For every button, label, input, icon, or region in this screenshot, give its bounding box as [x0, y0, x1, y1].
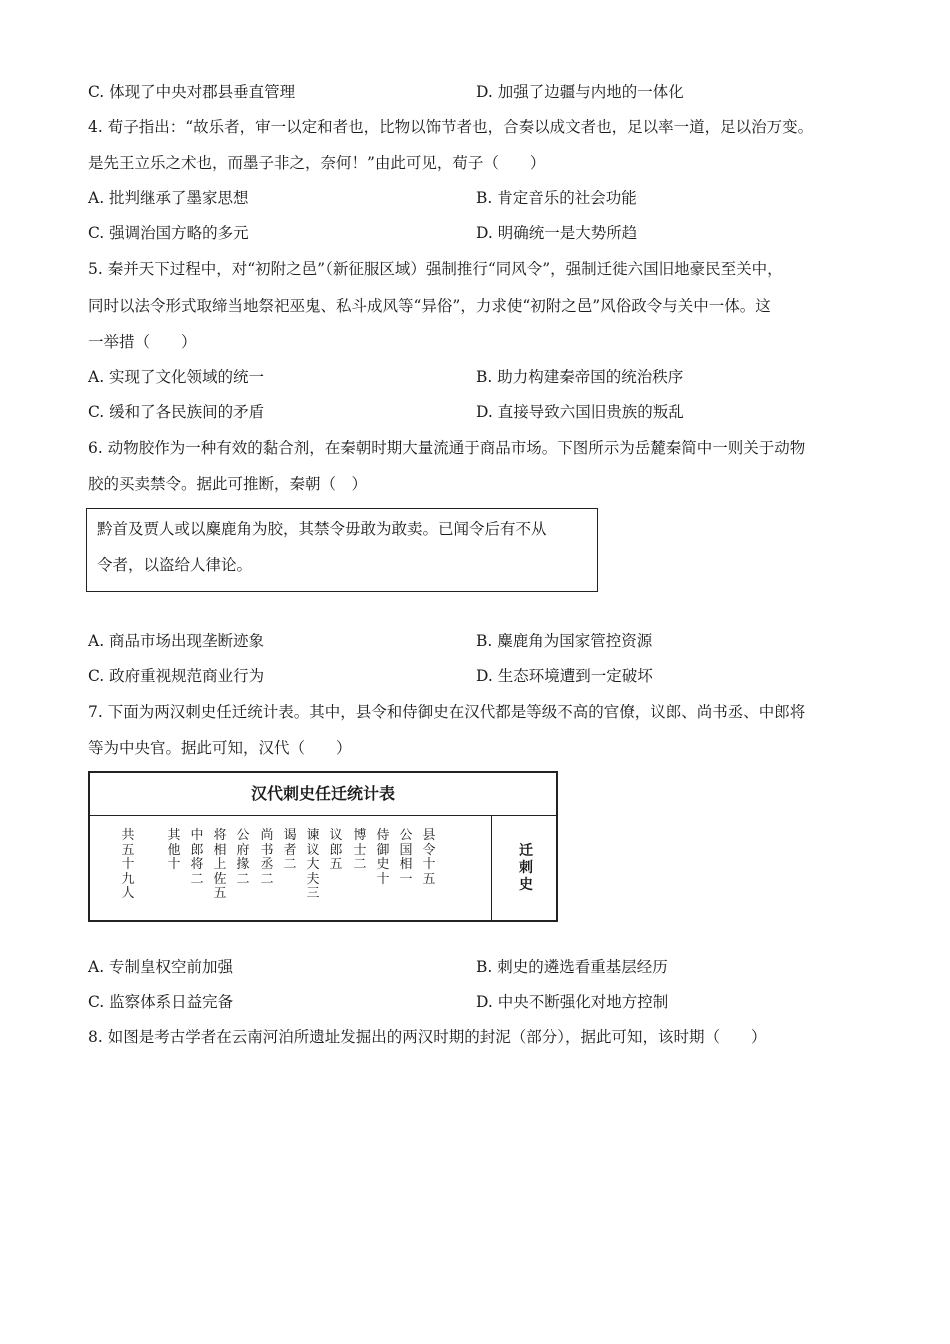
q6-option-c: C. 政府重视规范商业行为 [88, 667, 265, 685]
q7-stem-line2: 等为中央官。据此可知，汉代（ ） [88, 739, 352, 757]
q6-stem-line1: 6. 动物胶作为一种有效的黏合剂，在秦朝时期大量流通于商品市场。下图所示为岳麓秦简中一则关于动物 [88, 439, 806, 457]
q6-quote-box [86, 508, 598, 592]
q7-table-col-7: 谏议大夫三 [306, 828, 320, 902]
q6-quote-line2: 令者，以盗给人律论。 [97, 556, 253, 574]
q7-table-col-0: 共五十九人 [121, 828, 135, 902]
q7-table-col-10: 侍御史十 [376, 828, 390, 887]
q7-table-col-12: 县令十五 [422, 828, 436, 887]
q7-stem-line1: 7. 下面为两汉刺史任迁统计表。其中，县令和侍御史在汉代都是等级不高的官僚，议郎、尚书丞、中郎将 [88, 703, 806, 721]
q7-table-row-label: 迁刺史 [519, 843, 533, 893]
q6-option-d: D. 生态环境遭到一定破坏 [476, 667, 653, 685]
q7-table-col-1: 其他十 [167, 828, 181, 873]
q7-table-divider [491, 815, 492, 920]
q7-table-col-6: 谒者二 [283, 828, 297, 873]
q6-quote-line1: 黔首及贾人或以麋鹿角为胶，其禁令毋敢为敢卖。已闻令后有不从 [97, 520, 547, 538]
q6-option-a: A. 商品市场出现垄断迹象 [88, 632, 265, 650]
q3-option-d: D. 加强了边疆与内地的一体化 [476, 83, 684, 101]
q7-option-b: B. 刺史的遴选看重基层经历 [476, 958, 668, 976]
q7-table-title: 汉代刺史任迁统计表 [90, 773, 556, 816]
q5-stem-line2: 同时以法令形式取缔当地祭祀巫鬼、私斗成风等“异俗”，力求使“初附之邑”风俗政令与关中一体。这 [88, 297, 771, 315]
q5-option-d: D. 直接导致六国旧贵族的叛乱 [476, 403, 684, 421]
q6-option-b: B. 麋鹿角为国家管控资源 [476, 632, 653, 650]
q7-table [88, 771, 558, 922]
q4-option-a: A. 批判继承了墨家思想 [88, 189, 249, 207]
q7-table-col-5: 尚书丞二 [260, 828, 274, 887]
q4-stem-line2: 是先王立乐之术也，而墨子非之，奈何！”由此可见，荀子（ ） [88, 154, 546, 172]
q3-option-c: C. 体现了中央对郡县垂直管理 [88, 83, 296, 101]
q7-table-col-9: 博士二 [353, 828, 367, 873]
q5-stem-line3: 一举措（ ） [88, 333, 197, 351]
q6-stem-line2: 胶的买卖禁令。据此可推断，秦朝（ ） [88, 475, 368, 493]
q7-option-c: C. 监察体系日益完备 [88, 993, 234, 1011]
q5-stem-line1: 5. 秦并天下过程中，对“初附之邑”（新征服区域）强制推行“同风令”，强制迁徙六国旧地豪民至关中， [88, 260, 783, 278]
q5-option-c: C. 缓和了各民族间的矛盾 [88, 403, 265, 421]
q4-option-c: C. 强调治国方略的多元 [88, 224, 249, 242]
q7-table-col-11: 公国相一 [399, 828, 413, 887]
q4-stem-line1: 4. 荀子指出：“故乐者，审一以定和者也，比物以饰节者也，合奏以成文者也，足以率一道，足以治万变。 [88, 118, 814, 136]
q4-option-d: D. 明确统一是大势所趋 [476, 224, 638, 242]
q7-option-d: D. 中央不断强化对地方控制 [476, 993, 669, 1011]
q5-option-a: A. 实现了文化领域的统一 [88, 368, 265, 386]
q7-table-col-2: 中郎将二 [190, 828, 204, 887]
q5-option-b: B. 助力构建秦帝国的统治秩序 [476, 368, 684, 386]
q7-table-col-4: 公府掾二 [236, 828, 250, 887]
q7-table-col-8: 议郎五 [329, 828, 343, 873]
q7-table-col-3: 将相上佐五 [213, 828, 227, 902]
q4-option-b: B. 肯定音乐的社会功能 [476, 189, 637, 207]
q8-stem-line1: 8. 如图是考古学者在云南河泊所遗址发掘出的两汉时期的封泥（部分），据此可知，该时期（ ） [88, 1028, 767, 1046]
q7-option-a: A. 专制皇权空前加强 [88, 958, 234, 976]
